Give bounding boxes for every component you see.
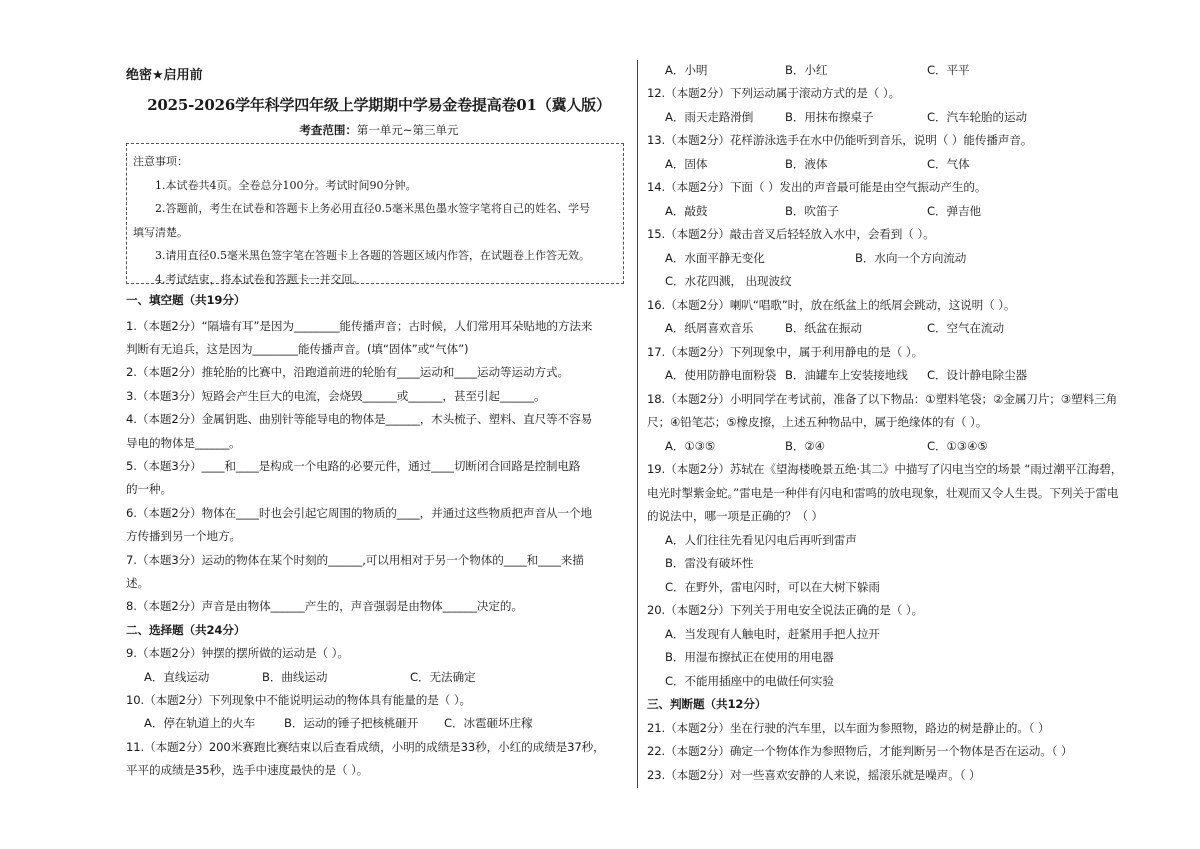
question-line: 20.（本题2分）下列关于用电安全说法正确的是（ ）。 [647, 603, 924, 617]
notice-box [126, 143, 624, 284]
option: B．用抹布擦桌子 [785, 110, 874, 124]
option: C．水花四溅， 出现波纹 [665, 274, 792, 288]
question-line: 8.（本题2分）声音是由物体______产生的，声音强弱是由物体______决定的。 [126, 599, 523, 613]
exam-scope [126, 122, 632, 138]
question-line: 9.（本题2分）钟摆的摆所做的运动是（ ）。 [126, 646, 349, 660]
option: A．当发现有人触电时，赶紧用手把人拉开 [665, 627, 880, 641]
notice-item: 2.答题前，考生在试卷和答题卡上务必用直径0.5毫米黑色墨水签字笔将自己的姓名、学号 [155, 202, 590, 216]
question-line: 方传播到另一个地方。 [126, 529, 241, 543]
question-line: 7.（本题3分）运动的物体在某个时刻的______,可以用相对于另一个物体的____和____来描 [126, 553, 584, 567]
option: A．敲鼓 [665, 204, 708, 218]
question-line: 导电的物体是______。 [126, 436, 241, 450]
option: B．水向一个方向流动 [855, 251, 967, 265]
question-line: 的说法中，哪一项是正确的？（ ） [647, 509, 823, 523]
scope-value: 第一单元~第三单元 [356, 123, 459, 137]
section-heading-fill: 一、填空题（共19分） [126, 293, 246, 307]
question-line: 12.（本题2分）下列运动属于滚动方式的是（ ）。 [647, 86, 901, 100]
question-line: 5.（本题3分）____和____是构成一个电路的必要元件，通过____切断闭合回路是控制电路 [126, 459, 581, 473]
option: B．吹笛子 [785, 204, 839, 218]
question-line: 4.（本题2分）金属钥匙、曲别针等能导电的物体是______，木头梳子、塑料、直尺等不容易 [126, 412, 593, 426]
option: A．雨天走路滑倒 [665, 110, 754, 124]
option: A．人们往往先看见闪电后再听到雷声 [665, 533, 857, 547]
option: B．小红 [785, 63, 828, 77]
option: A．直线运动 [144, 670, 210, 684]
question-line: 11.（本题2分）200米赛跑比赛结束以后查看成绩，小明的成绩是33秒，小红的成绩是37秒， [126, 740, 605, 754]
question-line: 的一种。 [126, 482, 172, 496]
option: B．纸盆在振动 [785, 321, 862, 335]
question-line: 述。 [126, 576, 149, 590]
notice-item: 4.考试结束，将本试卷和答题卡一并交回。 [155, 272, 364, 286]
section-heading-judge: 三、判断题（共12分） [647, 697, 767, 711]
question-line: 17.（本题2分）下列现象中，属于利用静电的是（ ）。 [647, 345, 924, 359]
secret-label: 绝密★启用前 [126, 68, 203, 83]
option: C．在野外，雷电闪时，可以在大树下躲雨 [665, 580, 880, 594]
option: B．油罐车上安装接地线 [785, 368, 908, 382]
question-line: 21.（本题2分）坐在行驶的汽车里，以车面为参照物，路边的树是静止的。（ ） [647, 721, 1050, 735]
option: C．平平 [927, 63, 970, 77]
column-divider [637, 60, 638, 788]
question-line: 16.（本题2分）喇叭“唱歌”时，放在纸盆上的纸屑会跳动，这说明（ ）。 [647, 298, 1016, 312]
notice-item: 填写清楚。 [133, 225, 188, 239]
question-line: 13.（本题2分）花样游泳选手在水中仍能听到音乐，说明（ ）能传播声音。 [647, 133, 1033, 147]
question-line: 平平的成绩是35秒，选手中速度最快的是（ ）。 [126, 763, 369, 777]
option: A．使用防静电面粉袋 [665, 368, 777, 382]
option: B．雷没有破坏性 [665, 556, 754, 570]
section-heading-choice: 二、选择题（共24分） [126, 623, 246, 637]
option: A．停在轨道上的火车 [144, 716, 256, 730]
question-line: 19.（本题2分）苏轼在《望海楼晚景五绝·其二》中描写了闪电当空的场景 “雨过潮平江海碧， [647, 462, 1123, 476]
option: C．无法确定 [410, 670, 476, 684]
question-line: 1.（本题2分）“隔墙有耳”是因为________能传播声音；古时候，人们常用耳朵贴地的方法来 [126, 319, 593, 333]
question-line: 10.（本题2分）下列现象中不能说明运动的物体具有能量的是（ ）。 [126, 693, 472, 707]
option: C．气体 [927, 157, 970, 171]
option: A．水面平静无变化 [665, 251, 765, 265]
option: A．小明 [665, 63, 708, 77]
question-line: 3.（本题3分）短路会产生巨大的电流，会烧毁______或______，甚至引起______。 [126, 389, 546, 403]
option: A．固体 [665, 157, 708, 171]
notice-title: 注意事项： [133, 155, 188, 168]
question-line: 15.（本题2分）敲击音叉后轻轻放入水中，会看到（ ）。 [647, 227, 935, 241]
question-line: 22.（本题2分）确定一个物体作为参照物后，才能判断另一个物体是否在运动。（ ） [647, 744, 1073, 758]
option: B．运动的锤子把核桃砸开 [284, 716, 419, 730]
option: B．②④ [785, 439, 825, 453]
question-line: 电光时掣紫金蛇。”雷电是一种伴有闪电和雷鸣的放电现象，壮观而又令人生畏。下列关于雷电 [647, 486, 1119, 500]
notice-item: 3.请用直径0.5毫米黑色签字笔在答题卡上各题的答题区域内作答，在试题卷上作答无效。 [155, 249, 590, 263]
option: B．曲线运动 [262, 670, 328, 684]
option: B．液体 [785, 157, 828, 171]
question-line: 14.（本题2分）下面（ ）发出的声音最可能是由空气振动产生的。 [647, 180, 987, 194]
option: A．①③⑤ [665, 439, 716, 453]
notice-item: 1.本试卷共4页。全卷总分100分。考试时间90分钟。 [155, 178, 417, 192]
option: C．空气在流动 [927, 321, 1004, 335]
option: A．纸屑喜欢音乐 [665, 321, 754, 335]
option: C．汽车轮胎的运动 [927, 110, 1027, 124]
option: C．设计静电除尘器 [927, 368, 1027, 382]
exam-title: 2025-2026学年科学四年级上学期期中学易金卷提高卷01（冀人版） [147, 96, 611, 114]
option: C．①③④⑤ [927, 439, 988, 453]
question-line: 2.（本题2分）推轮胎的比赛中，沿跑道前进的轮胎有____运动和____运动等运动方式。 [126, 365, 570, 379]
question-line: 尺；④铅笔芯；⑤橡皮擦，上述五种物品中，属于绝缘体的有（ ）。 [647, 415, 988, 429]
option: C．弹吉他 [927, 204, 981, 218]
option: C．冰雹砸坏庄稼 [444, 716, 533, 730]
question-line: 6.（本题2分）物体在____时也会引起它周围的物质的____，并通过这些物质把声音从一个地 [126, 506, 592, 520]
option: B．用湿布擦拭正在使用的用电器 [665, 650, 834, 664]
question-line: 23.（本题2分）对一些喜欢安静的人来说，摇滚乐就是噪声。（ ） [647, 768, 981, 782]
scope-label: 考查范围： [299, 123, 357, 137]
question-line: 18.（本题2分）小明同学在考试前，准备了以下物品：①塑料笔袋；②金属刀片；③塑料三角 [647, 392, 1118, 406]
question-line: 判断有无追兵，这是因为________能传播声音。(填“固体”或“气体”) [126, 342, 469, 356]
option: C．不能用插座中的电做任何实验 [665, 674, 834, 688]
